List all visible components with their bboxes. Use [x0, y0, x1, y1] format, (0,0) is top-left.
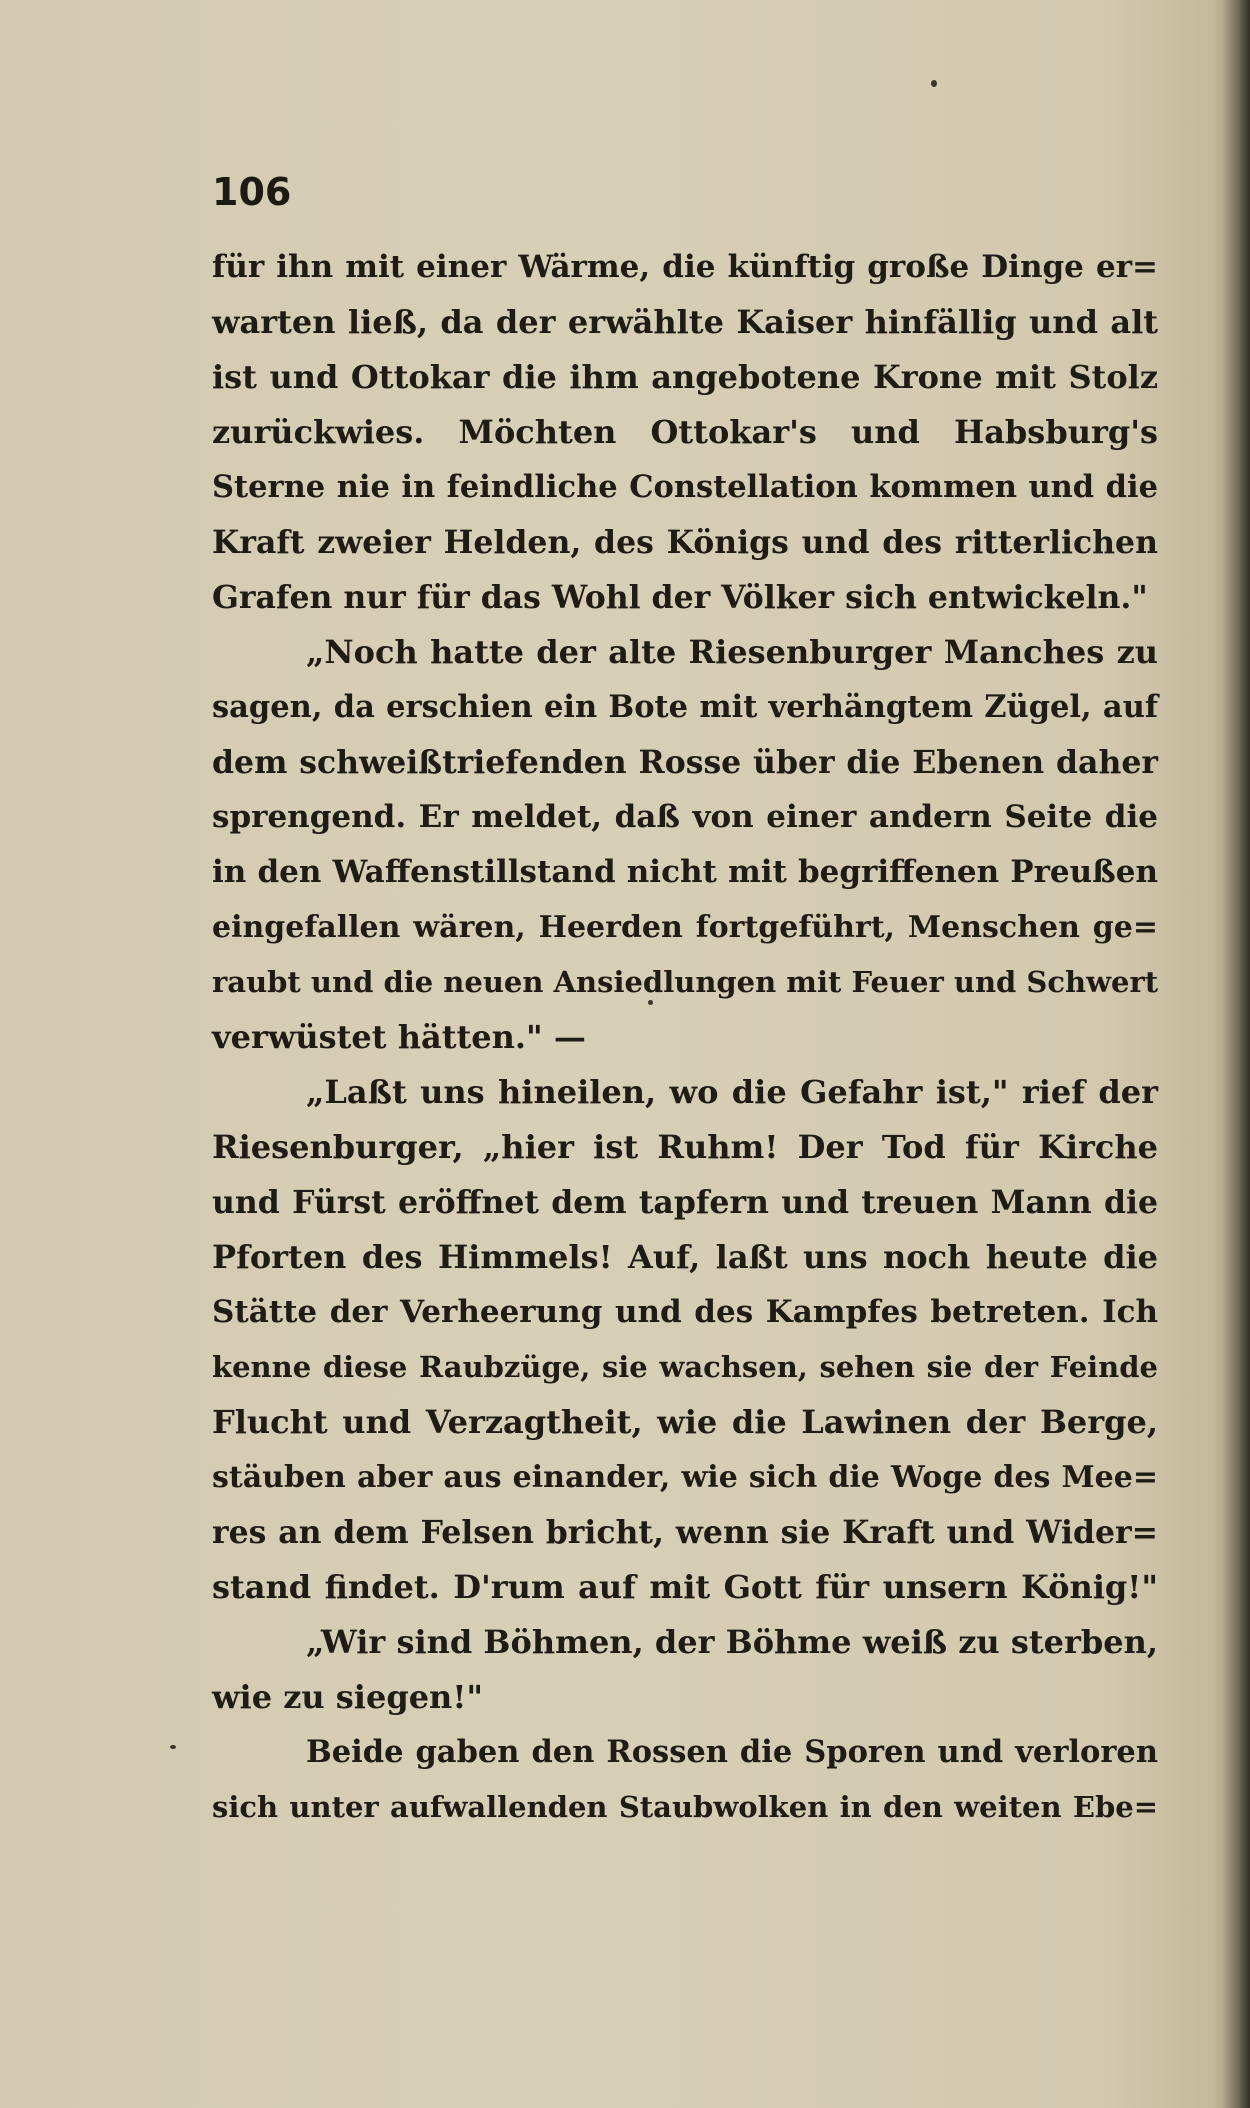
text-line: Kraft zweier Helden, des Königs und des ritterlichen: [212, 524, 1158, 561]
text-line: und Fürst eröffnet dem tapfern und treuen Mann die: [212, 1184, 1158, 1221]
text-line: sprengend. Er meldet, daß von einer andern Seite die: [212, 799, 1158, 835]
body-text: [212, 240, 1158, 1835]
text-line: sagen, da erschien ein Bote mit verhängtem Zügel, auf: [212, 689, 1158, 725]
text-line: Stätte der Verheerung und des Kampfes betreten. Ich: [212, 1294, 1158, 1330]
text-line: Sterne nie in feindliche Constellation kommen und die: [212, 469, 1158, 505]
text-line: „Noch hatte der alte Riesenburger Manches zu: [306, 633, 1158, 671]
text-line: verwüstet hätten." —: [212, 1018, 586, 1056]
text-line: „Laßt uns hineilen, wo die Gefahr ist," rief der: [306, 1073, 1158, 1111]
text-line: stäuben aber aus einander, wie sich die Woge des Mee=: [212, 1460, 1158, 1495]
text-line: res an dem Felsen bricht, wenn sie Kraft und Wider=: [212, 1514, 1158, 1551]
text-line: eingefallen wären, Heerden fortgeführt, Menschen ge=: [212, 910, 1158, 945]
ink-speck: [170, 1745, 176, 1749]
text-line: Flucht und Verzagtheit, wie die Lawinen der Berge,: [212, 1403, 1158, 1441]
text-line: zurückwies. Möchten Ottokar's und Habsburg's: [212, 413, 1158, 451]
page-number: 106: [212, 170, 292, 214]
text-line: Pforten des Himmels! Auf, laßt uns noch heute die: [212, 1238, 1158, 1276]
text-line: Beide gaben den Rossen die Sporen und verloren: [306, 1734, 1158, 1770]
text-line: raubt und die neuen Ansiedlungen mit Feuer und Schwert: [212, 965, 1159, 999]
text-line: ist und Ottokar die ihm angebotene Krone mit Stolz: [212, 358, 1158, 396]
text-line: kenne diese Raubzüge, sie wachsen, sehen sie der Feinde: [212, 1350, 1158, 1384]
text-line: stand findet. D'rum auf mit Gott für unsern König!": [212, 1568, 1158, 1606]
spine-shadow: [1222, 0, 1250, 2108]
text-line: wie zu siegen!": [212, 1678, 484, 1716]
text-line: in den Waffenstillstand nicht mit begriffenen Preußen: [212, 854, 1158, 890]
text-line: Grafen nur für das Wohl der Völker sich entwickeln.": [212, 579, 1148, 616]
text-line: dem schweißtriefenden Rosse über die Ebenen daher: [212, 744, 1158, 781]
text-line: warten ließ, da der erwählte Kaiser hinfällig und alt: [212, 303, 1158, 341]
text-line: Riesenburger, „hier ist Ruhm! Der Tod für Kirche: [212, 1128, 1158, 1166]
text-line: für ihn mit einer Wärme, die künftig große Dinge er=: [212, 249, 1158, 285]
text-line: sich unter aufwallenden Staubwolken in den weiten Ebe=: [212, 1790, 1158, 1824]
ink-speck: [931, 80, 937, 87]
text-line: „Wir sind Böhmen, der Böhme weiß zu sterben,: [306, 1623, 1158, 1661]
